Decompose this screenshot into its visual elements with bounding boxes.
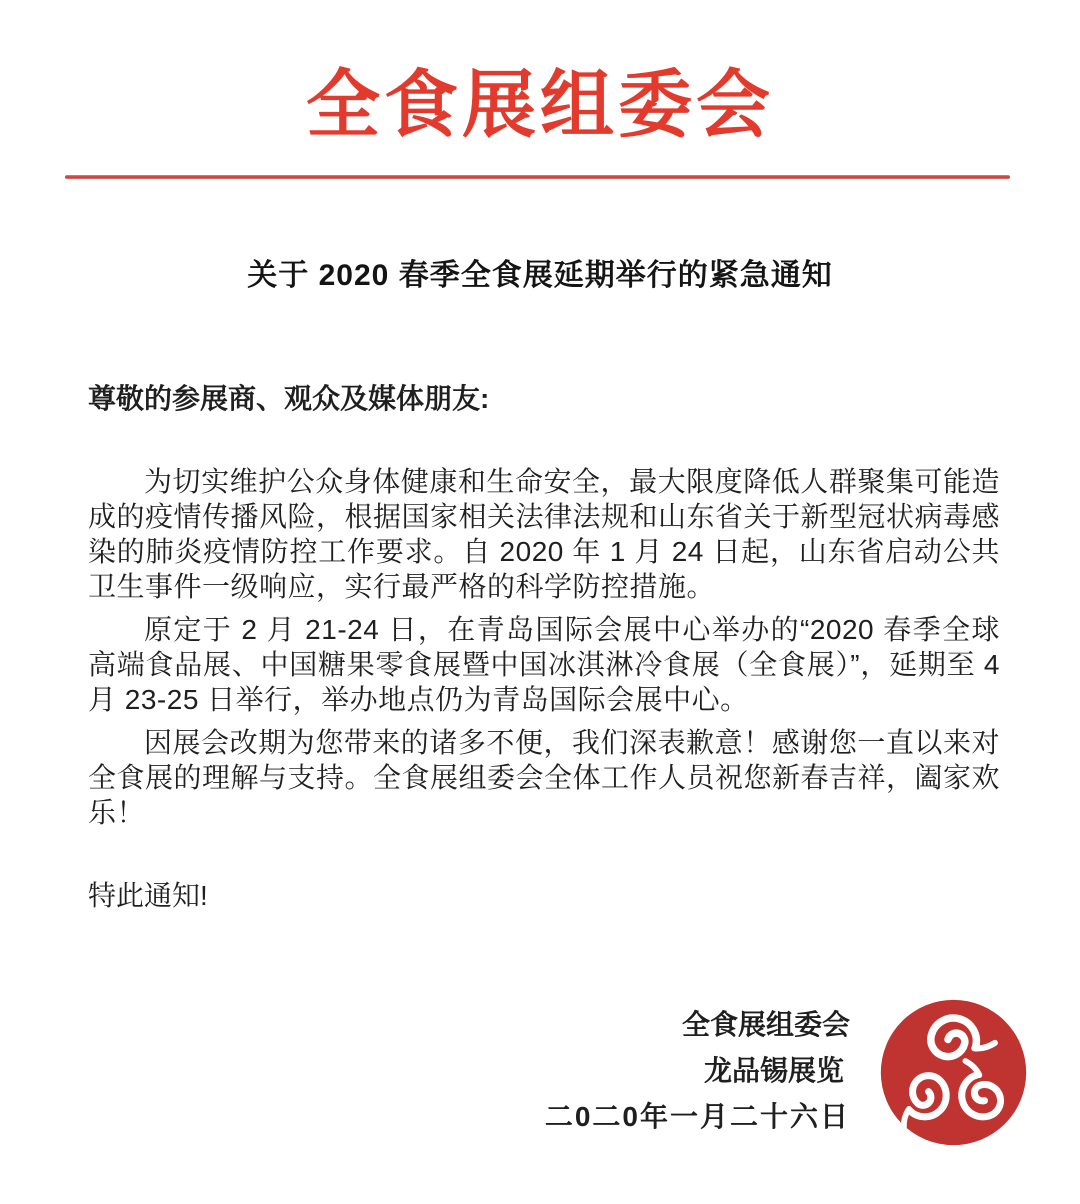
- signature-company: 龙品锡展览: [703, 1055, 844, 1086]
- org-seal-logo: [877, 996, 1030, 1149]
- notice-paragraph: 为切实维护公众身体健康和生命安全，最大限度降低人群聚集可能造成的疫情传播风险，根据国家相关法律法规和山东省关于新型冠状病毒感染的肺炎疫情防控工作要求。自 2020 年 1 月 24 日起，山东省启动公共卫生事件一级响应，实行最严格的科学防控措施。: [88, 466, 1001, 603]
- header-divider: [65, 175, 1010, 179]
- notice-title: 关于 2020 春季全食展延期举行的紧急通知: [247, 259, 833, 293]
- notice-paragraph: 原定于 2 月 21-24 日，在青岛国际会展中心举办的“2020 春季全球高端食品展、中国糖果零食展暨中国冰淇淋冷食展（全食展）”，延期至 4 月 23-25 日举行，举办地点仍为青岛国际会展中心。: [88, 614, 1000, 716]
- triple-swirl-icon: [877, 996, 1030, 1149]
- notice-paragraph: 因展会改期为您带来的诸多不便，我们深表歉意！感谢您一直以来对全食展的理解与支持。全食展组委会全体工作人员祝您新春吉祥，阖家欢乐！: [88, 727, 1001, 829]
- signature-block: [545, 1002, 850, 1140]
- signature-org: 全食展组委会: [681, 1009, 850, 1040]
- org-header-title: 全食展组委会: [306, 63, 774, 146]
- signature-date: 二0二0年一月二十六日: [544, 1101, 850, 1132]
- closing-line: 特此通知!: [88, 880, 208, 912]
- notice-body: [88, 381, 1000, 913]
- salutation: 尊敬的参展商、观众及媒体朋友:: [88, 383, 490, 415]
